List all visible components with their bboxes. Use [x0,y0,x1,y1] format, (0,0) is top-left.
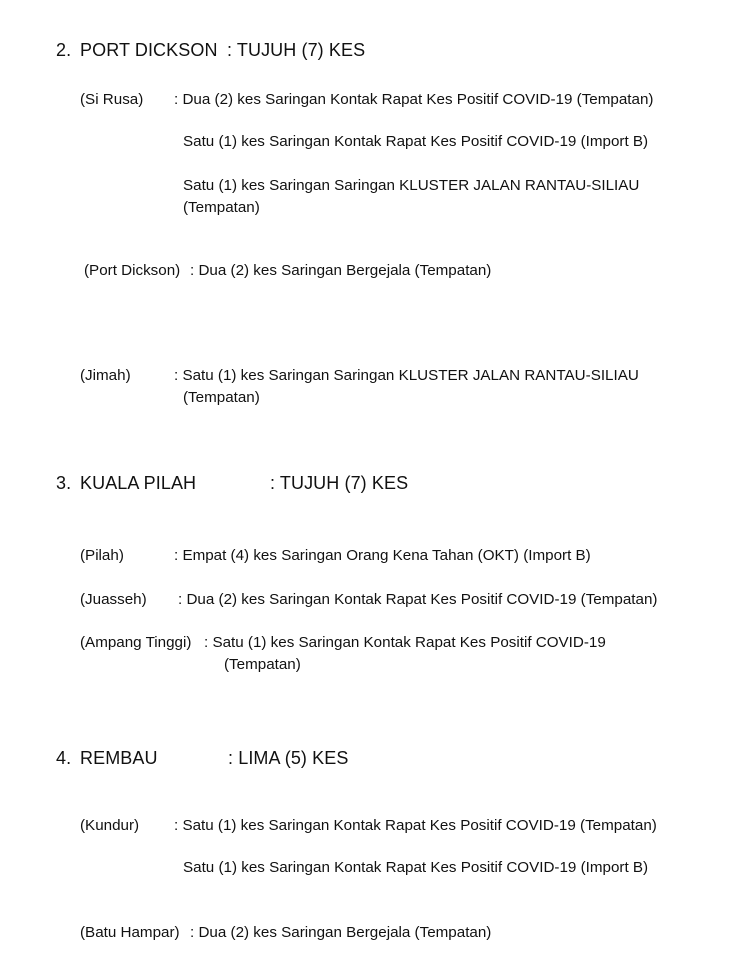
case-line: : Dua (2) kes Saringan Bergejala (Tempatan) [190,262,492,279]
section-number: 4. [56,748,72,768]
case-line-continuation: (Tempatan) [183,199,260,216]
case-line: : Empat (4) kes Saringan Orang Kena Tahan (OKT) (Import B) [174,547,591,564]
case-line: : Dua (2) kes Saringan Kontak Rapat Kes Positif COVID-19 (Tempatan) [174,91,654,108]
case-line: : Satu (1) kes Saringan Saringan KLUSTER JALAN RANTAU-SILIAU [174,367,639,384]
case-line: Satu (1) kes Saringan Kontak Rapat Kes Positif COVID-19 (Import B) [183,133,649,150]
area-label: (Batu Hampar) [80,924,180,941]
area-label: (Kundur) [80,817,140,834]
case-line: : Satu (1) kes Saringan Kontak Rapat Kes Positif COVID-19 [204,634,606,651]
case-line-continuation: (Tempatan) [224,656,301,673]
area-label: (Ampang Tinggi) [80,634,192,651]
district-total: : LIMA (5) KES [228,748,349,768]
district-name: PORT DICKSON [80,40,218,60]
area-label: (Jimah) [80,367,131,384]
case-line: Satu (1) kes Saringan Kontak Rapat Kes Positif COVID-19 (Import B) [183,859,649,876]
case-line: : Satu (1) kes Saringan Kontak Rapat Kes Positif COVID-19 (Tempatan) [174,817,657,834]
district-total: : TUJUH (7) KES [227,40,366,60]
section-number: 2. [56,40,72,60]
district-name: REMBAU [80,748,158,768]
case-line: : Dua (2) kes Saringan Bergejala (Tempatan) [190,924,492,941]
section-number: 3. [56,473,72,493]
case-line: Satu (1) kes Saringan Saringan KLUSTER JALAN RANTAU-SILIAU [183,177,640,194]
district-total: : TUJUH (7) KES [270,473,409,493]
district-name: KUALA PILAH [80,473,197,493]
area-label: (Juasseh) [80,591,147,608]
area-label: (Si Rusa) [80,91,144,108]
case-line: : Dua (2) kes Saringan Kontak Rapat Kes Positif COVID-19 (Tempatan) [178,591,658,608]
area-label: (Port Dickson) [84,262,181,279]
area-label: (Pilah) [80,547,124,564]
case-line-continuation: (Tempatan) [183,389,260,406]
